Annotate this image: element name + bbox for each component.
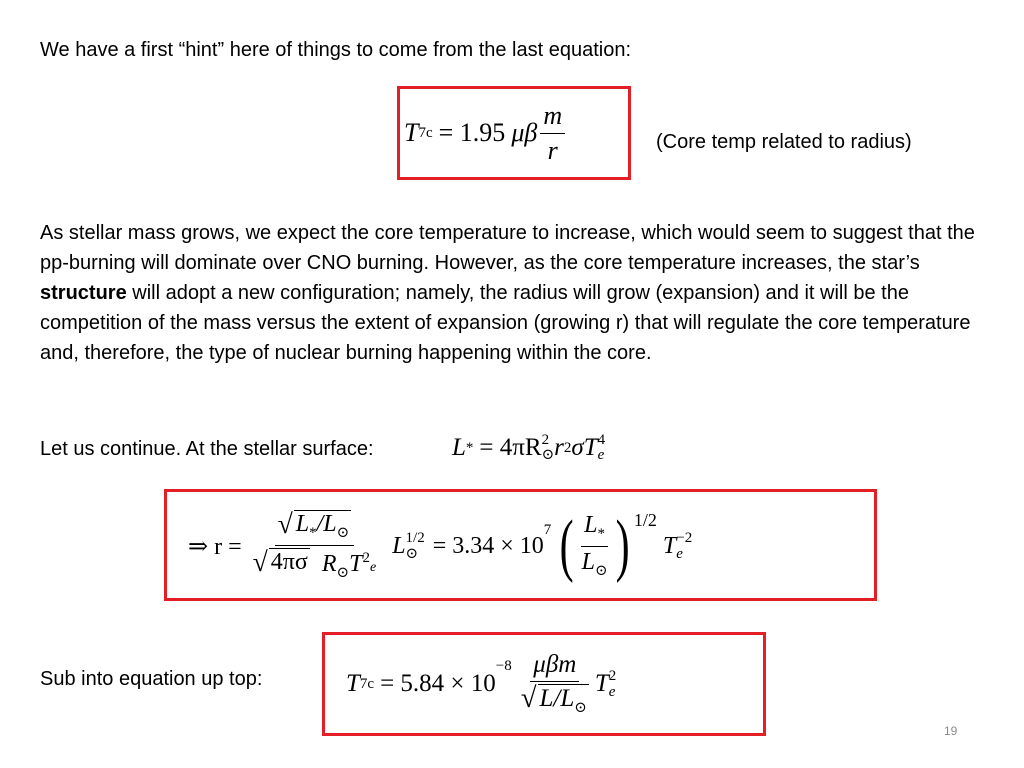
eq3-Lsun-scripts xyxy=(406,530,425,562)
eq4-den-under xyxy=(538,684,589,717)
eq3-Te-sub: e xyxy=(676,546,683,562)
eq3-num-L: L xyxy=(295,511,310,538)
eq3-den-T: T xyxy=(349,550,363,577)
equation-3 xyxy=(188,500,692,592)
eq2-T-scripts xyxy=(598,433,606,463)
eq4-Te-scripts xyxy=(609,668,617,700)
eq4-equals: = 5.84 × 10 xyxy=(380,670,496,697)
eq2-sigma-T: σT xyxy=(571,434,598,461)
body-paragraph xyxy=(40,218,1000,368)
eq4-fraction xyxy=(518,651,592,718)
eq3-num-L-sub: * xyxy=(309,525,317,542)
eq3-arrow: ⇒ r = xyxy=(188,533,242,560)
eq3-Lsun-sup: 1/2 xyxy=(405,530,425,546)
eq3-den-T-sup: 2 xyxy=(362,549,370,566)
eq3-Lsun: L xyxy=(392,532,406,559)
eq4-lhs-sub: 7c xyxy=(359,675,375,692)
eq3-equals: = 3.34 × 10 xyxy=(432,532,544,559)
eq3-ratio-den xyxy=(579,547,611,580)
eq2-R-sub: ⊙ xyxy=(541,447,555,463)
eq4-den-text: L/L xyxy=(539,685,575,713)
eq2-r-sup: 2 xyxy=(563,439,572,456)
equation-2 xyxy=(452,428,605,468)
eq1-lhs-sub: 7c xyxy=(418,124,433,141)
eq3-ratio-den-L: L xyxy=(581,548,595,575)
eq1-lhs: T xyxy=(404,118,419,147)
eq3-left-paren: ( xyxy=(559,507,574,584)
eq3-Te-scripts xyxy=(676,530,692,562)
slide-number: 19 xyxy=(944,724,958,738)
eq4-Te: T xyxy=(594,670,609,697)
eq3-sqrt-icon: √ xyxy=(277,508,293,540)
eq3-ratio xyxy=(579,512,611,579)
eq1-fraction xyxy=(540,101,565,166)
paragraph-text-1: As stellar mass grows, we expect the core temperature to increase, which would seem to suggest that the pp-burning will dominate over CNO burning. However, as the core temperature increases, the star’s xyxy=(40,222,975,274)
eq2-R-scripts xyxy=(542,433,555,463)
eq3-fraction xyxy=(250,510,380,581)
eq2-rest: = 4πR xyxy=(479,434,542,461)
eq3-num-div-sub: ⊙ xyxy=(336,525,350,542)
equation-4 xyxy=(346,640,616,728)
eq3-den-under: 4πσ xyxy=(270,548,308,575)
eq3-den xyxy=(250,546,380,582)
eq3-paren-pow: 1/2 xyxy=(633,510,657,530)
continue-text: Let us continue. At the stellar surface: xyxy=(40,438,374,460)
eq2-L-sub: * xyxy=(465,439,474,456)
paragraph-bold-structure: structure xyxy=(40,282,127,304)
eq3-den-sqrt xyxy=(252,545,310,577)
eq3-right-paren: ) xyxy=(615,507,630,584)
eq3-ratio-den-sub: ⊙ xyxy=(594,562,608,579)
sub-text: Sub into equation up top: xyxy=(40,668,263,690)
eq3-ratio-num xyxy=(581,512,608,546)
eq4-Te-sub: e xyxy=(608,684,616,700)
eq3-den-R-sub: ⊙ xyxy=(336,564,350,581)
eq1-mu: μ xyxy=(511,118,525,147)
eq4-Te-sup: 2 xyxy=(608,668,617,684)
eq4-pow: −8 xyxy=(495,658,512,674)
eq4-num: μβm xyxy=(530,651,579,683)
eq3-num-sqrt xyxy=(275,510,355,545)
eq3-ratio-num-L: L xyxy=(584,512,598,539)
eq1-rhs: = 1.95 xyxy=(438,118,506,147)
equation-1-caption: (Core temp related to radius) xyxy=(656,131,912,153)
eq3-den-T-sub: e xyxy=(369,559,377,575)
eq3-den-R: R xyxy=(321,550,337,577)
eq2-T-sup: 4 xyxy=(597,432,606,448)
eq3-num-under xyxy=(294,510,351,542)
eq3-pow: 7 xyxy=(543,522,552,538)
eq4-sqrt-icon: √ xyxy=(520,682,537,715)
eq3-num-div: /L xyxy=(316,511,337,538)
paragraph-text-2: will adopt a new configuration; namely, the radius will grow (expansion) and it will be the competition of the mass versus the extent of expansion (growing r) that will regulate the core temperature and, therefore, the type of nuclear burning happening within the core. xyxy=(40,282,971,364)
eq3-ratio-num-sub: * xyxy=(597,526,605,543)
intro-text: We have a first “hint” here of things to come from the last equation: xyxy=(40,39,632,61)
eq3-Lsun-sub: ⊙ xyxy=(405,546,419,562)
eq4-lhs: T xyxy=(346,670,360,697)
eq2-L: L xyxy=(452,434,466,461)
eq2-r: r xyxy=(554,434,564,461)
eq4-den-sub: ⊙ xyxy=(574,700,587,717)
eq3-Te-sup: −2 xyxy=(676,530,693,546)
eq2-T-sub: e xyxy=(597,447,605,463)
eq3-Te: T xyxy=(662,532,677,559)
eq2-R-sup: 2 xyxy=(541,432,550,448)
eq1-num: m xyxy=(540,101,565,134)
eq1-beta: β xyxy=(524,118,538,147)
eq3-den-sqrt-icon: √ xyxy=(252,545,268,577)
equation-1 xyxy=(404,93,568,173)
eq1-den: r xyxy=(547,135,558,165)
eq4-den-sqrt xyxy=(518,682,592,717)
